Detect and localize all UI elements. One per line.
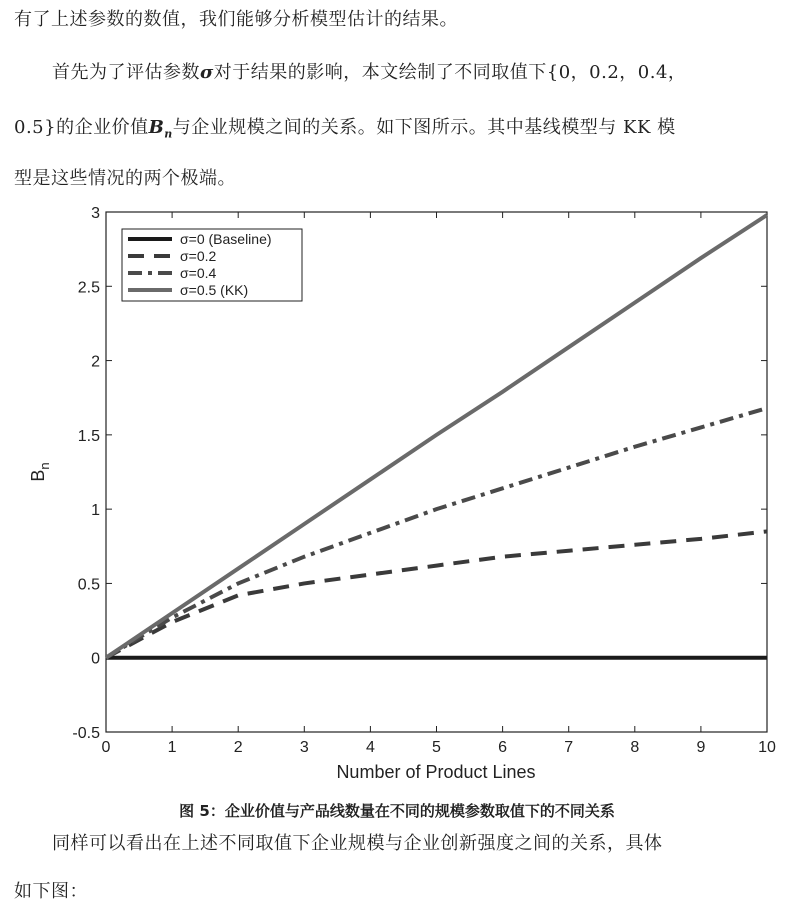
paragraph-5 [52,818,780,870]
x-tick-label: 3 [299,739,309,756]
x-tick-label: 0 [101,739,111,756]
y-axis-label [28,462,52,481]
y-tick-label: -0.5 [72,725,100,742]
x-tick-label: 7 [564,739,574,756]
x-tick-label: 5 [432,739,441,756]
sigma-symbol: σ [200,62,214,83]
paragraph-1 [14,0,780,46]
x-axis-label: Number of Product Lines [336,762,536,782]
x-tick-label: 10 [758,739,776,756]
paragraph-6 [14,866,780,918]
bn-symbol-sub: n [164,127,173,141]
figure-caption: 图 5：企业价值与产品线数量在不同的规模参数取值下的不同关系 [179,802,615,820]
figure-chart [0,196,794,796]
y-tick-label: 0.5 [77,576,100,594]
x-tick-label: 4 [365,739,375,756]
legend-label-2: σ=0.4 [180,265,217,281]
y-tick-label: 2 [91,353,100,371]
y-tick-label: 1.5 [77,427,100,445]
legend [122,229,302,301]
paragraph-3-text-b: 与企业规模之间的关系。如下图所示。其中基线模型与 KK 模 [172,117,676,138]
y-axis-label-sub: n [37,462,52,470]
legend-label-0: σ=0 (Baseline) [180,231,272,247]
y-tick-label: 1 [91,502,100,520]
x-tick-label: 8 [630,739,640,756]
paragraph-2-text-a: 首先为了评估参数 [52,62,200,83]
legend-label-1: σ=0.2 [180,248,217,264]
paragraph-3-text-a: 0.5}的企业价值 [14,117,149,138]
bn-symbol [148,117,173,141]
y-tick-label: 3 [91,205,100,222]
x-tick-label: 2 [233,739,243,756]
paragraph-5-text: 同样可以看出在上述不同取值下企业规模与企业创新强度之间的关系，具体 [52,833,663,854]
paragraph-4-text: 型是这些情况的两个极端。 [14,168,236,189]
legend-label-3: σ=0.5 (KK) [180,282,249,298]
paragraph-2-text-b: 对于结果的影响，本文绘制了不同取值下{0，0.2，0.4， [213,62,687,83]
y-tick-label: 2.5 [77,279,100,297]
paragraph-3 [14,102,780,161]
paragraph-6-text: 如下图： [14,881,88,902]
x-tick-label: 6 [498,739,508,756]
y-axis-label-main: B [28,469,48,482]
x-tick-label: 9 [696,739,706,756]
x-tick-label: 1 [167,739,177,756]
paragraph-1-text: 有了上述参数的数值，我们能够分析模型估计的结果。 [14,9,458,30]
bn-symbol-letter: B [148,117,165,138]
y-tick-label: 0 [91,650,100,668]
paragraph-2 [52,47,780,99]
